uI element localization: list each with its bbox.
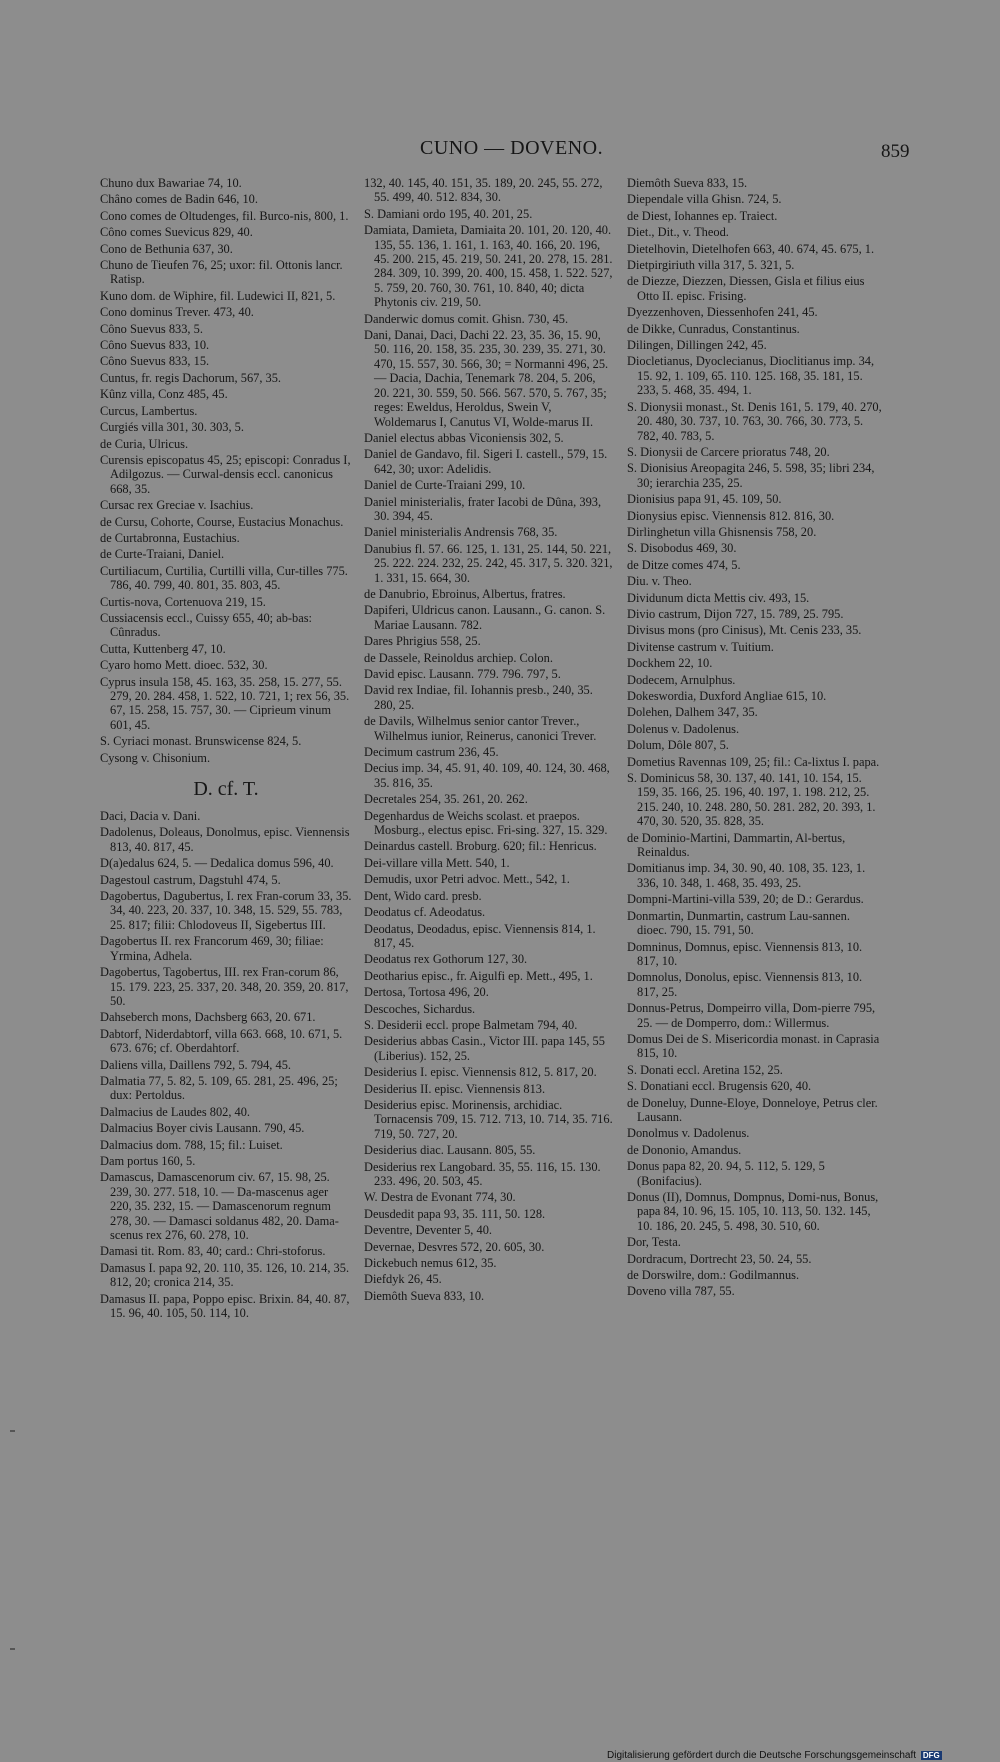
index-entry: Deotharius episc., fr. Aigulfi ep. Mett., 495, 1. — [364, 968, 593, 983]
index-entry: Kuno dom. de Wiphire, fil. Ludewici II, 821, 5. — [100, 288, 336, 303]
index-entry: Damiata, Damieta, Damiaita 20. 101, 20. 120, 40. 135, 55. 136, 1. 161, 1. 163, 40. 166, 20. 196, 45. 200. 215, 45. 219, 50. 241, 20. 278, 15. 281. 284. 309, 10. 399, 20. 400, 15. 458, 1. 522. 527, 5. 759, 20. 760, 30. 761, 10. 840, 40; dicta Phytonis civ. 219, 50. — [364, 223, 613, 310]
index-entry: Côno comes Suevicus 829, 40. — [100, 225, 253, 240]
index-entry: de Dorswilre, dom.: Godilmannus. — [627, 1268, 800, 1283]
index-entry: Dadolenus, Doleaus, Donolmus, episc. Viennensis 813, 40. 817, 45. — [100, 825, 350, 854]
index-entry: de Dominio-Martini, Dammartin, Al-bertus, Reinaldus. — [627, 830, 846, 860]
index-entry: W. Destra de Evonant 774, 30. — [364, 1190, 516, 1205]
index-entry: Cono dominus Trever. 473, 40. — [100, 305, 254, 320]
index-entry: Descoches, Sichardus. — [364, 1001, 476, 1016]
index-entry: Deventre, Deventer 5, 40. — [364, 1223, 492, 1238]
index-entry: de Dononio, Amandus. — [627, 1142, 742, 1157]
index-entry: Cono comes de Oltudenges, fil. Burco-nis, 800, 1. — [100, 208, 349, 223]
index-entry: Doveno villa 787, 55. — [627, 1284, 735, 1299]
index-entry: David episc. Lausann. 779. 796. 797, 5. — [364, 667, 561, 681]
index-entry: Côno Suevus 833, 10. — [100, 338, 210, 353]
index-entry: S. Donatiani eccl. Brugensis 620, 40. — [627, 1079, 812, 1094]
index-entry: Devernae, Desvres 572, 20. 605, 30. — [364, 1239, 545, 1254]
index-entry: Domus Dei de S. Misericordia monast. in Caprasia 815, 10. — [627, 1031, 880, 1061]
index-entry: de Davils, Wilhelmus senior cantor Trever., Wilhelmus iunior, Reinerus, canonici Trever. — [364, 714, 597, 743]
index-entry: Dabtorf, Niderdabtorf, villa 663. 668, 10. 671, 5. 673. 676; cf. Oberdahtorf. — [100, 1026, 343, 1056]
index-entry: Dilingen, Dillingen 242, 45. — [627, 338, 767, 353]
index-entry: Cursac rex Greciae v. Isachius. — [100, 498, 254, 513]
index-entry: Cono de Bethunia 637, 30. — [100, 241, 233, 256]
index-entry: Dalmatia 77, 5. 82, 5. 109, 65. 281, 25. 496, 25; dux: Pertoldus. — [100, 1073, 338, 1103]
index-entry: S. Donati eccl. Aretina 152, 25. — [627, 1062, 783, 1077]
index-entry: de Diest, Iohannes ep. Traiect. — [627, 208, 778, 223]
index-entry: Divio castrum, Dijon 727, 15. 789, 25. 795. — [627, 606, 844, 621]
index-entry: Danderwic domus comit. Ghisn. 730, 45. — [364, 311, 569, 326]
index-entry: Dam portus 160, 5. — [100, 1153, 196, 1168]
index-entry: Dividunum dicta Mettis civ. 493, 15. — [627, 590, 810, 605]
index-entry: Châno comes de Badin 646, 10. — [100, 192, 258, 207]
index-entry: Diocletianus, Dyoclecianus, Dioclitianus imp. 34, 15. 92, 1. 109, 65. 110. 125. 168, 35. 181, 15. 233, 5. 468, 35. 494, 1. — [627, 354, 875, 398]
page-number: 859 — [881, 141, 910, 162]
index-entry: Degenhardus de Weichs scolast. et praepos. Mosburg., electus episc. Fri-sing. 327, 15. 329. — [364, 808, 608, 838]
index-entry: Dirlinghetun villa Ghisnensis 758, 20. — [627, 524, 817, 539]
index-entry: Deodatus, Deodadus, episc. Viennensis 814, 1. 817, 45. — [364, 921, 596, 950]
index-entry: Decretales 254, 35. 261, 20. 262. — [364, 792, 528, 807]
index-entry: de Dassele, Reinoldus archiep. Colon. — [364, 650, 553, 665]
index-entry: S. Disobodus 469, 30. — [627, 541, 737, 556]
index-entry: David rex Indiae, fil. Iohannis presb., 240, 35. 280, 25. — [364, 683, 593, 712]
index-entry: Desiderius diac. Lausann. 805, 55. — [364, 1143, 536, 1158]
index-entry: Daliens villa, Daillens 792, 5. 794, 45. — [100, 1057, 291, 1072]
index-entry: Diefdyk 26, 45. — [364, 1272, 442, 1287]
index-entry: 132, 40. 145, 40. 151, 35. 189, 20. 245, 55. 272, 55. 499, 40. 512. 834, 30. — [364, 176, 603, 205]
index-entry: de Doneluy, Dunne-Eloye, Donneloye, Petrus cler. Lausann. — [627, 1095, 878, 1124]
index-entry: Dertosa, Tortosa 496, 20. — [364, 985, 489, 1000]
index-entry: Donus papa 82, 20. 94, 5. 112, 5. 129, 5 (Bonifacius). — [627, 1159, 825, 1188]
index-entry: Curcus, Lambertus. — [100, 403, 198, 418]
footer-text: Digitalisierung gefördert durch die Deutsche Forschungsgemeinschaft — [607, 1750, 917, 1761]
index-entry: Dietpirgiriuth villa 317, 5. 321, 5. — [627, 258, 795, 273]
index-entry: Damascus, Damascenorum civ. 67, 15. 98, 25. 239, 30. 277. 518, 10. — Da-mascenus ager 220, 35. 232, 15. — Damascenorum regnum 278, 30. — Damasci soldanus 482, 20. Dama-scenus rex 276, 60. 278, 10. — [100, 1170, 339, 1242]
index-entry: Diu. v. Theo. — [627, 574, 692, 589]
index-entry: Dapiferi, Uldricus canon. Lausann., G. canon. S. Mariae Lausann. 782. — [364, 603, 606, 632]
index-entry: Cuntus, fr. regis Dachorum, 567, 35. — [100, 370, 282, 385]
index-entry: Chuno dux Bawariae 74, 10. — [100, 176, 242, 190]
index-entry: Danubius fl. 57. 66. 125, 1. 131, 25. 144, 50. 221, 25. 222. 224. 232, 25. 242, 45. 317, 5. 320. 321, 1. 331, 15. 664, 30. — [364, 541, 613, 585]
index-entry: Cutta, Kuttenberg 47, 10. — [100, 641, 226, 656]
index-entry: de Curte-Traiani, Daniel. — [100, 547, 225, 562]
index-entry: Deodatus cf. Adeodatus. — [364, 905, 486, 920]
index-entry: S. Dionysii monast., St. Denis 161, 5. 179, 40. 270, 20. 480, 30. 737, 10. 763, 30. 766, 30. 773, 5. 782, 40. 783, 5. — [627, 399, 882, 443]
index-entry: Desiderius rex Langobard. 35, 55. 116, 15. 130. 233. 496, 20. 503, 45. — [364, 1159, 601, 1188]
index-entry: Dagobertus II. rex Francorum 469, 30; filiae: Yrmina, Adhela. — [100, 934, 324, 963]
index-entry: Dalmacius Boyer civis Lausann. 790, 45. — [100, 1121, 305, 1136]
index-entry: Dordracum, Dortrecht 23, 50. 24, 55. — [627, 1251, 812, 1266]
index-entry: S. Dominicus 58, 30. 137, 40. 141, 10. 154, 15. 159, 35. 166, 25. 196, 40. 197, 1. 198. 212, 25. 215. 240, 10. 248. 280, 50. 281. 282, 20. 393, 1. 470, 30. 520, 35. 828, 35. — [627, 771, 876, 829]
index-entry: Dockhem 22, 10. — [627, 656, 713, 671]
index-entry: Diemôth Sueva 833, 10. — [364, 1288, 485, 1303]
index-entry: Dei-villare villa Mett. 540, 1. — [364, 855, 510, 870]
index-entry: de Ditze comes 474, 5. — [627, 557, 741, 572]
index-entry: Dokeswordia, Duxford Angliae 615, 10. — [627, 689, 827, 703]
index-entry: Dionisius papa 91, 45. 109, 50. — [627, 492, 782, 507]
index-entry: Diet., Dit., v. Theod. — [627, 225, 729, 240]
index-entry: Daniel ministerialis Andrensis 768, 35. — [364, 525, 558, 540]
index-entry: Divitense castrum v. Tuitium. — [627, 639, 774, 654]
index-entry: Domnolus, Donolus, episc. Viennensis 813, 10. 817, 25. — [627, 970, 863, 999]
index-entry: Daci, Dacia v. Dani. — [100, 809, 201, 824]
index-entry: Desiderius abbas Casin., Victor III. papa 145, 55 (Liberius). 152, 25. — [364, 1034, 605, 1063]
index-entry: Decimum castrum 236, 45. — [364, 745, 499, 760]
index-entry: Donolmus v. Dadolenus. — [627, 1126, 750, 1141]
index-entry: Deodatus rex Gothorum 127, 30. — [364, 952, 528, 967]
index-entry: Dagobertus, Tagobertus, III. rex Fran-corum 86, 15. 179. 223, 25. 337, 20. 348, 20. 359, 20. 817, 50. — [100, 965, 349, 1008]
index-entry: Dent, Wido card. presb. — [364, 888, 482, 903]
index-entry: S. Damiani ordo 195, 40. 201, 25. — [364, 206, 533, 221]
index-entry: Dahseberch mons, Dachsberg 663, 20. 671. — [100, 1010, 316, 1025]
index-entry: S. Dionisius Areopagita 246, 5. 598, 35; libri 234, 30; ierarchia 235, 25. — [627, 461, 875, 490]
index-entry: de Danubrio, Ebroinus, Albertus, fratres. — [364, 586, 566, 601]
index-entry: de Curtabronna, Eustachius. — [100, 530, 240, 545]
index-column-2 — [364, 176, 614, 1305]
index-entry: Dor, Testa. — [627, 1235, 681, 1250]
index-entry: Dietelhovin, Dietelhofen 663, 40. 674, 45. 675, 1. — [627, 241, 875, 256]
index-entry: Daniel electus abbas Viconiensis 302, 5. — [364, 430, 564, 445]
index-entry: Dagobertus, Dagubertus, I. rex Fran-corum 33, 35. 34, 40. 223, 20. 337, 10. 348, 15. 529, 55. 783, 25. 817; filii: Chlodoveus II, Sigebertus III. — [100, 889, 352, 932]
index-entry: Curensis episcopatus 45, 25; episcopi: Conradus I, Adilgozus. — Curwal-densis eccl. canonicus 668, 35. — [100, 452, 351, 496]
dfg-logo: DFG — [922, 1751, 940, 1760]
index-entry: Daniel de Gandavo, fil. Sigeri I. castell., 579, 15. 642, 30; uxor: Adelidis. — [364, 447, 608, 476]
section-heading: D. cf. T. — [193, 778, 259, 801]
index-entry: Cyaro homo Mett. dioec. 532, 30. — [100, 658, 268, 673]
index-entry: Donus (II), Domnus, Dompnus, Domi-nus, Bonus, papa 84, 10. 96, 15. 105, 10. 113, 50. 132. 145, 10. 186, 20. 245, 5. 498, 30. 510, 60. — [627, 1190, 879, 1233]
index-entry: Cysong v. Chisonium. — [100, 750, 211, 765]
index-entry: D(a)edalus 624, 5. — Dedalica domus 596, 40. — [100, 856, 334, 871]
index-entry: Dometius Ravennas 109, 25; fil.: Ca-lixtus I. papa. — [627, 754, 880, 769]
index-entry: Dani, Danai, Daci, Dachi 22. 23, 35. 36, 15. 90, 50. 116, 20. 158, 35. 235, 30. 239, 35. 271, 30. 470, 15. 557, 30. 566, 30; = Normanni 496, 25. — Dacia, Dachia, Tenemark 78. 204, 5. 206, 20. 221, 30. 559, 50. 566. 567. 570, 5. 767, 35; reges: Eweldus, Heroldus, Swein V, Woldemarus I, Canutus VI, Wolde-marus II. — [364, 328, 609, 429]
index-entry: Dodecem, Arnulphus. — [627, 672, 736, 687]
index-entry: Dyezzenhoven, Diessenhofen 241, 45. — [627, 305, 818, 320]
index-column-3 — [627, 176, 882, 1301]
index-entry: Côno Suevus 833, 15. — [100, 354, 210, 369]
index-entry: Daniel de Curte-Traiani 299, 10. — [364, 478, 526, 493]
index-entry: Decius imp. 34, 45. 91, 40. 109, 40. 124, 30. 468, 35. 816, 35. — [364, 761, 610, 790]
index-entry: Donmartin, Dunmartin, castrum Lau-sannen. dioec. 790, 15. 791, 50. — [627, 908, 850, 938]
index-entry: S. Desiderii eccl. prope Balmetam 794, 40. — [364, 1017, 578, 1032]
index-entry: Dolehen, Dalhem 347, 35. — [627, 705, 758, 720]
index-entry: Donnus-Petrus, Dompeirro villa, Dom-pierre 795, 25. — de Domperro, dom.: Willermus. — [627, 1001, 876, 1030]
index-entry: S. Dionysii de Carcere prioratus 748, 20. — [627, 444, 830, 459]
index-entry: Daniel ministerialis, frater Iacobi de Dûna, 393, 30. 394, 45. — [364, 494, 602, 523]
index-entry: Dionysius episc. Viennensis 812. 816, 30. — [627, 508, 835, 523]
index-entry: de Diezze, Diezzen, Diessen, Gisla et filius eius Otto II. episc. Frising. — [627, 274, 865, 303]
margin-mark — [10, 1648, 15, 1650]
index-entry: Dolum, Dôle 807, 5. — [627, 738, 729, 753]
index-entry: Dagestoul castrum, Dagstuhl 474, 5. — [100, 872, 281, 887]
running-header: CUNO — DOVENO. — [420, 137, 604, 159]
index-entry: Dares Phrigius 558, 25. — [364, 634, 481, 649]
index-entry: Deinardus castell. Broburg. 620; fil.: Henricus. — [364, 839, 597, 854]
index-entry: de Cursu, Cohorte, Course, Eustacius Monachus. — [100, 514, 344, 529]
index-entry: Desiderius I. episc. Viennensis 812, 5. 817, 20. — [364, 1065, 597, 1080]
index-entry: de Curia, Ulricus. — [100, 436, 189, 451]
index-entry: Domitianus imp. 34, 30. 90, 40. 108, 35. 123, 1. 336, 10. 348, 1. 468, 35. 493, 25. — [627, 861, 866, 890]
index-entry: Dickebuch nemus 612, 35. — [364, 1256, 497, 1271]
index-entry: Dalmacius de Laudes 802, 40. — [100, 1104, 251, 1119]
index-entry: Kûnz villa, Conz 485, 45. — [100, 387, 228, 402]
index-entry: de Dikke, Cunradus, Constantinus. — [627, 321, 800, 336]
index-entry: Damasus II. papa, Poppo episc. Brixin. 84, 40. 87, 15. 96, 40. 105, 50. 114, 10. — [100, 1291, 350, 1321]
index-entry: Damasi tit. Rom. 83, 40; card.: Chri-stoforus. — [100, 1244, 326, 1259]
index-entry: Dolenus v. Dadolenus. — [627, 721, 740, 736]
index-entry: Deusdedit papa 93, 35. 111, 50. 128. — [364, 1206, 546, 1221]
margin-mark — [10, 1430, 15, 1432]
index-entry: Curgiés villa 301, 30. 303, 5. — [100, 420, 244, 435]
index-column-1 — [100, 176, 352, 1322]
index-entry: Cussiacensis eccl., Cuissy 655, 40; ab-bas: Cûnradus. — [100, 610, 312, 640]
index-entry: Dalmacius dom. 788, 15; fil.: Luiset. — [100, 1137, 283, 1152]
index-entry: Damasus I. papa 92, 20. 110, 35. 126, 10. 214, 35. 812, 20; cronica 214, 35. — [100, 1260, 350, 1290]
index-entry: Côno Suevus 833, 5. — [100, 321, 203, 336]
index-entry: Chuno de Tieufen 76, 25; uxor: fil. Ottonis lancr. Ratisp. — [100, 258, 343, 287]
index-entry: Diemôth Sueva 833, 15. — [627, 176, 748, 190]
index-entry: Curtiliacum, Curtilia, Curtilli villa, Cur-tilles 775. 786, 40. 799, 40. 801, 35. 803, 45. — [100, 563, 348, 593]
footer-credit — [607, 1750, 942, 1761]
index-entry: Desiderius episc. Morinensis, archidiac. Tornacensis 709, 15. 712. 713, 10. 714, 35. 716. 719, 50. 727, 20. — [364, 1097, 613, 1141]
index-entry: Domninus, Domnus, episc. Viennensis 813, 10. 817, 10. — [627, 939, 863, 968]
index-entry: Diependale villa Ghisn. 724, 5. — [627, 192, 782, 207]
index-entry: Curtis-nova, Cortenuova 219, 15. — [100, 594, 266, 609]
index-entry: Demudis, uxor Petri advoc. Mett., 542, 1. — [364, 872, 570, 887]
index-entry: S. Cyriaci monast. Brunswicense 824, 5. — [100, 734, 302, 749]
index-entry: Cyprus insula 158, 45. 163, 35. 258, 15. 277, 55. 279, 20. 284. 458, 1. 522, 10. 721, 1; rex 56, 35. 67, 15. 258, 15. 757, 30. — Ciprieum vinum 601, 45. — [100, 674, 350, 732]
index-entry: Dompni-Martini-villa 539, 20; de D.: Gerardus. — [627, 892, 864, 907]
index-entry: Desiderius II. episc. Viennensis 813. — [364, 1081, 546, 1096]
index-entry: Divisus mons (pro Cinisus), Mt. Cenis 233, 35. — [627, 623, 862, 638]
